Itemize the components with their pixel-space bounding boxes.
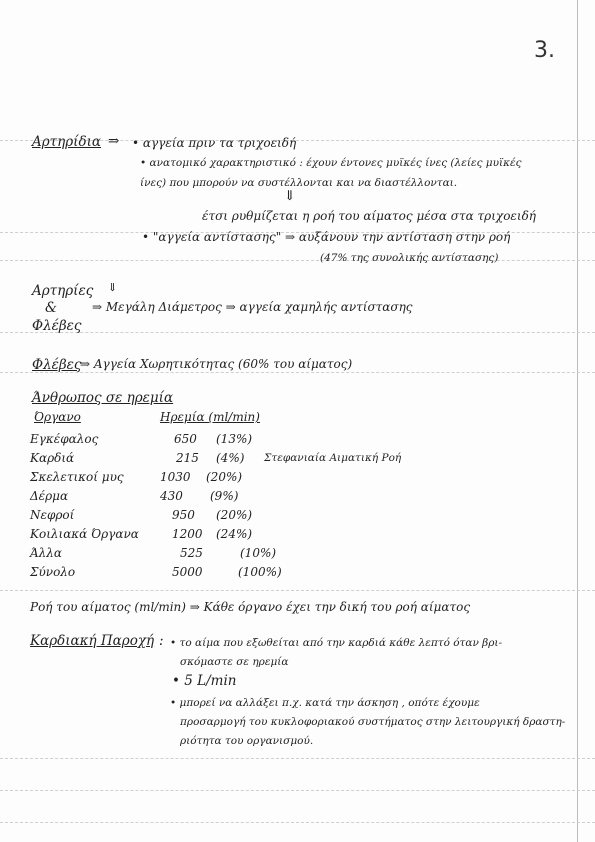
veins-term-small: Φλέβες bbox=[32, 318, 82, 334]
table-title: Άνθρωπος σε ηρεμία bbox=[32, 390, 174, 406]
table-row-organ: Εγκέφαλος bbox=[30, 432, 99, 446]
table-row-pct: (20%) bbox=[216, 508, 253, 522]
right-margin-line bbox=[577, 0, 578, 842]
arterioles-line-6: (47% της συνολικής αντίστασης) bbox=[320, 252, 499, 264]
table-row-pct: (100%) bbox=[238, 565, 282, 579]
table-row-organ: Καρδιά bbox=[30, 451, 75, 465]
arterioles-line-2: • ανατομικό χαρακτηριστικό : έχουν έντονες μυϊκές ίνες (λείες μυϊκές bbox=[140, 157, 522, 169]
ruled-line bbox=[0, 790, 595, 791]
table-row-pct: (9%) bbox=[210, 489, 239, 503]
table-row-pct: (4%) bbox=[216, 451, 245, 465]
arterioles-line-3: ίνες) που μπορούν να συστέλλονται και να διαστέλλονται. bbox=[140, 177, 458, 189]
table-row-value: 5000 bbox=[172, 565, 203, 579]
column-header-organ: Όργανο bbox=[34, 410, 81, 424]
table-row-pct: (13%) bbox=[216, 432, 253, 446]
cardiac-output-line-6: ριότητα του οργανισμού. bbox=[180, 735, 314, 747]
table-row-pct: (20%) bbox=[206, 470, 243, 484]
table-row-organ: Σύνολο bbox=[30, 565, 76, 579]
table-row-pct: (24%) bbox=[216, 527, 253, 541]
table-row-pct: (10%) bbox=[240, 546, 277, 560]
cardiac-output-line-4: • μπορεί να αλλάξει π.χ. κατά την άσκηση , οπότε έχουμε bbox=[170, 697, 480, 709]
table-row-note: Στεφανιαία Αιματική Ροή bbox=[264, 452, 402, 464]
table-row-value: 1030 bbox=[160, 470, 191, 484]
table-row-organ: Κοιλιακά Όργανα bbox=[30, 527, 139, 541]
veins-text: ⇒ Αγγεία Χωρητικότητας (60% του αίματος) bbox=[80, 357, 353, 371]
arteries-veins-text: ⇒ Μεγάλη Διάμετρος ⇒ αγγεία χαμηλής αντίστασης bbox=[92, 300, 413, 314]
table-row-organ: Δέρμα bbox=[30, 489, 69, 503]
cardiac-output-line-1: • το αίμα που εξωθείται από την καρδιά κάθε λεπτό όταν βρι- bbox=[170, 637, 503, 649]
arterioles-down-arrow: ⇓ bbox=[284, 188, 296, 204]
column-header-rest: Ηρεμία (ml/min) bbox=[160, 410, 260, 424]
table-row-value: 950 bbox=[172, 508, 195, 522]
table-row-organ: Σκελετικοί μυς bbox=[30, 470, 124, 484]
arteries-term: Αρτηρίες bbox=[32, 283, 94, 299]
cardiac-output-line-2: σκόμαστε σε ηρεμία bbox=[180, 656, 289, 668]
page-number: 3. bbox=[534, 38, 555, 63]
veins-term: Φλέβες bbox=[32, 357, 82, 373]
table-row-organ: Άλλα bbox=[30, 546, 62, 560]
table-row-organ: Νεφροί bbox=[30, 508, 75, 522]
arterioles-arrow: ⇒ bbox=[108, 133, 120, 149]
arterioles-line-5: • "αγγεία αντίστασης" ⇒ αυξάνουν την αντίσταση στην ροή bbox=[142, 230, 511, 244]
table-row-value: 525 bbox=[180, 546, 203, 560]
arterioles-line-4: έτσι ρυθμίζεται η ροή του αίματος μέσα στα τριχοειδή bbox=[202, 209, 536, 223]
ruled-line bbox=[0, 332, 595, 333]
cardiac-output-line-5: προσαρμογή του κυκλοφοριακού συστήματος στην λειτουργική δραστη- bbox=[180, 716, 566, 728]
cardiac-output-colon: : bbox=[159, 633, 164, 649]
table-row-value: 650 bbox=[174, 432, 197, 446]
table-row-value: 430 bbox=[160, 489, 183, 503]
cardiac-output-term: Καρδιακή Παροχή bbox=[30, 633, 155, 649]
ruled-line bbox=[0, 758, 595, 759]
blood-flow-text: Ροή του αίματος (ml/min) ⇒ Κάθε όργανο έχει την δική του ροή αίματος bbox=[30, 600, 471, 614]
ruled-line bbox=[0, 372, 595, 373]
ruled-line bbox=[0, 260, 595, 261]
small-down-arrow: ⇓ bbox=[108, 281, 118, 294]
arterioles-term: Αρτηρίδια bbox=[32, 134, 102, 150]
ruled-line bbox=[0, 590, 595, 591]
ampersand: & bbox=[45, 300, 58, 316]
table-row-value: 215 bbox=[176, 451, 199, 465]
table-row-value: 1200 bbox=[172, 527, 203, 541]
arterioles-line-1: • αγγεία πριν τα τριχοειδή bbox=[132, 136, 297, 150]
cardiac-output-line-3: • 5 L/min bbox=[172, 673, 237, 689]
ruled-line bbox=[0, 822, 595, 823]
